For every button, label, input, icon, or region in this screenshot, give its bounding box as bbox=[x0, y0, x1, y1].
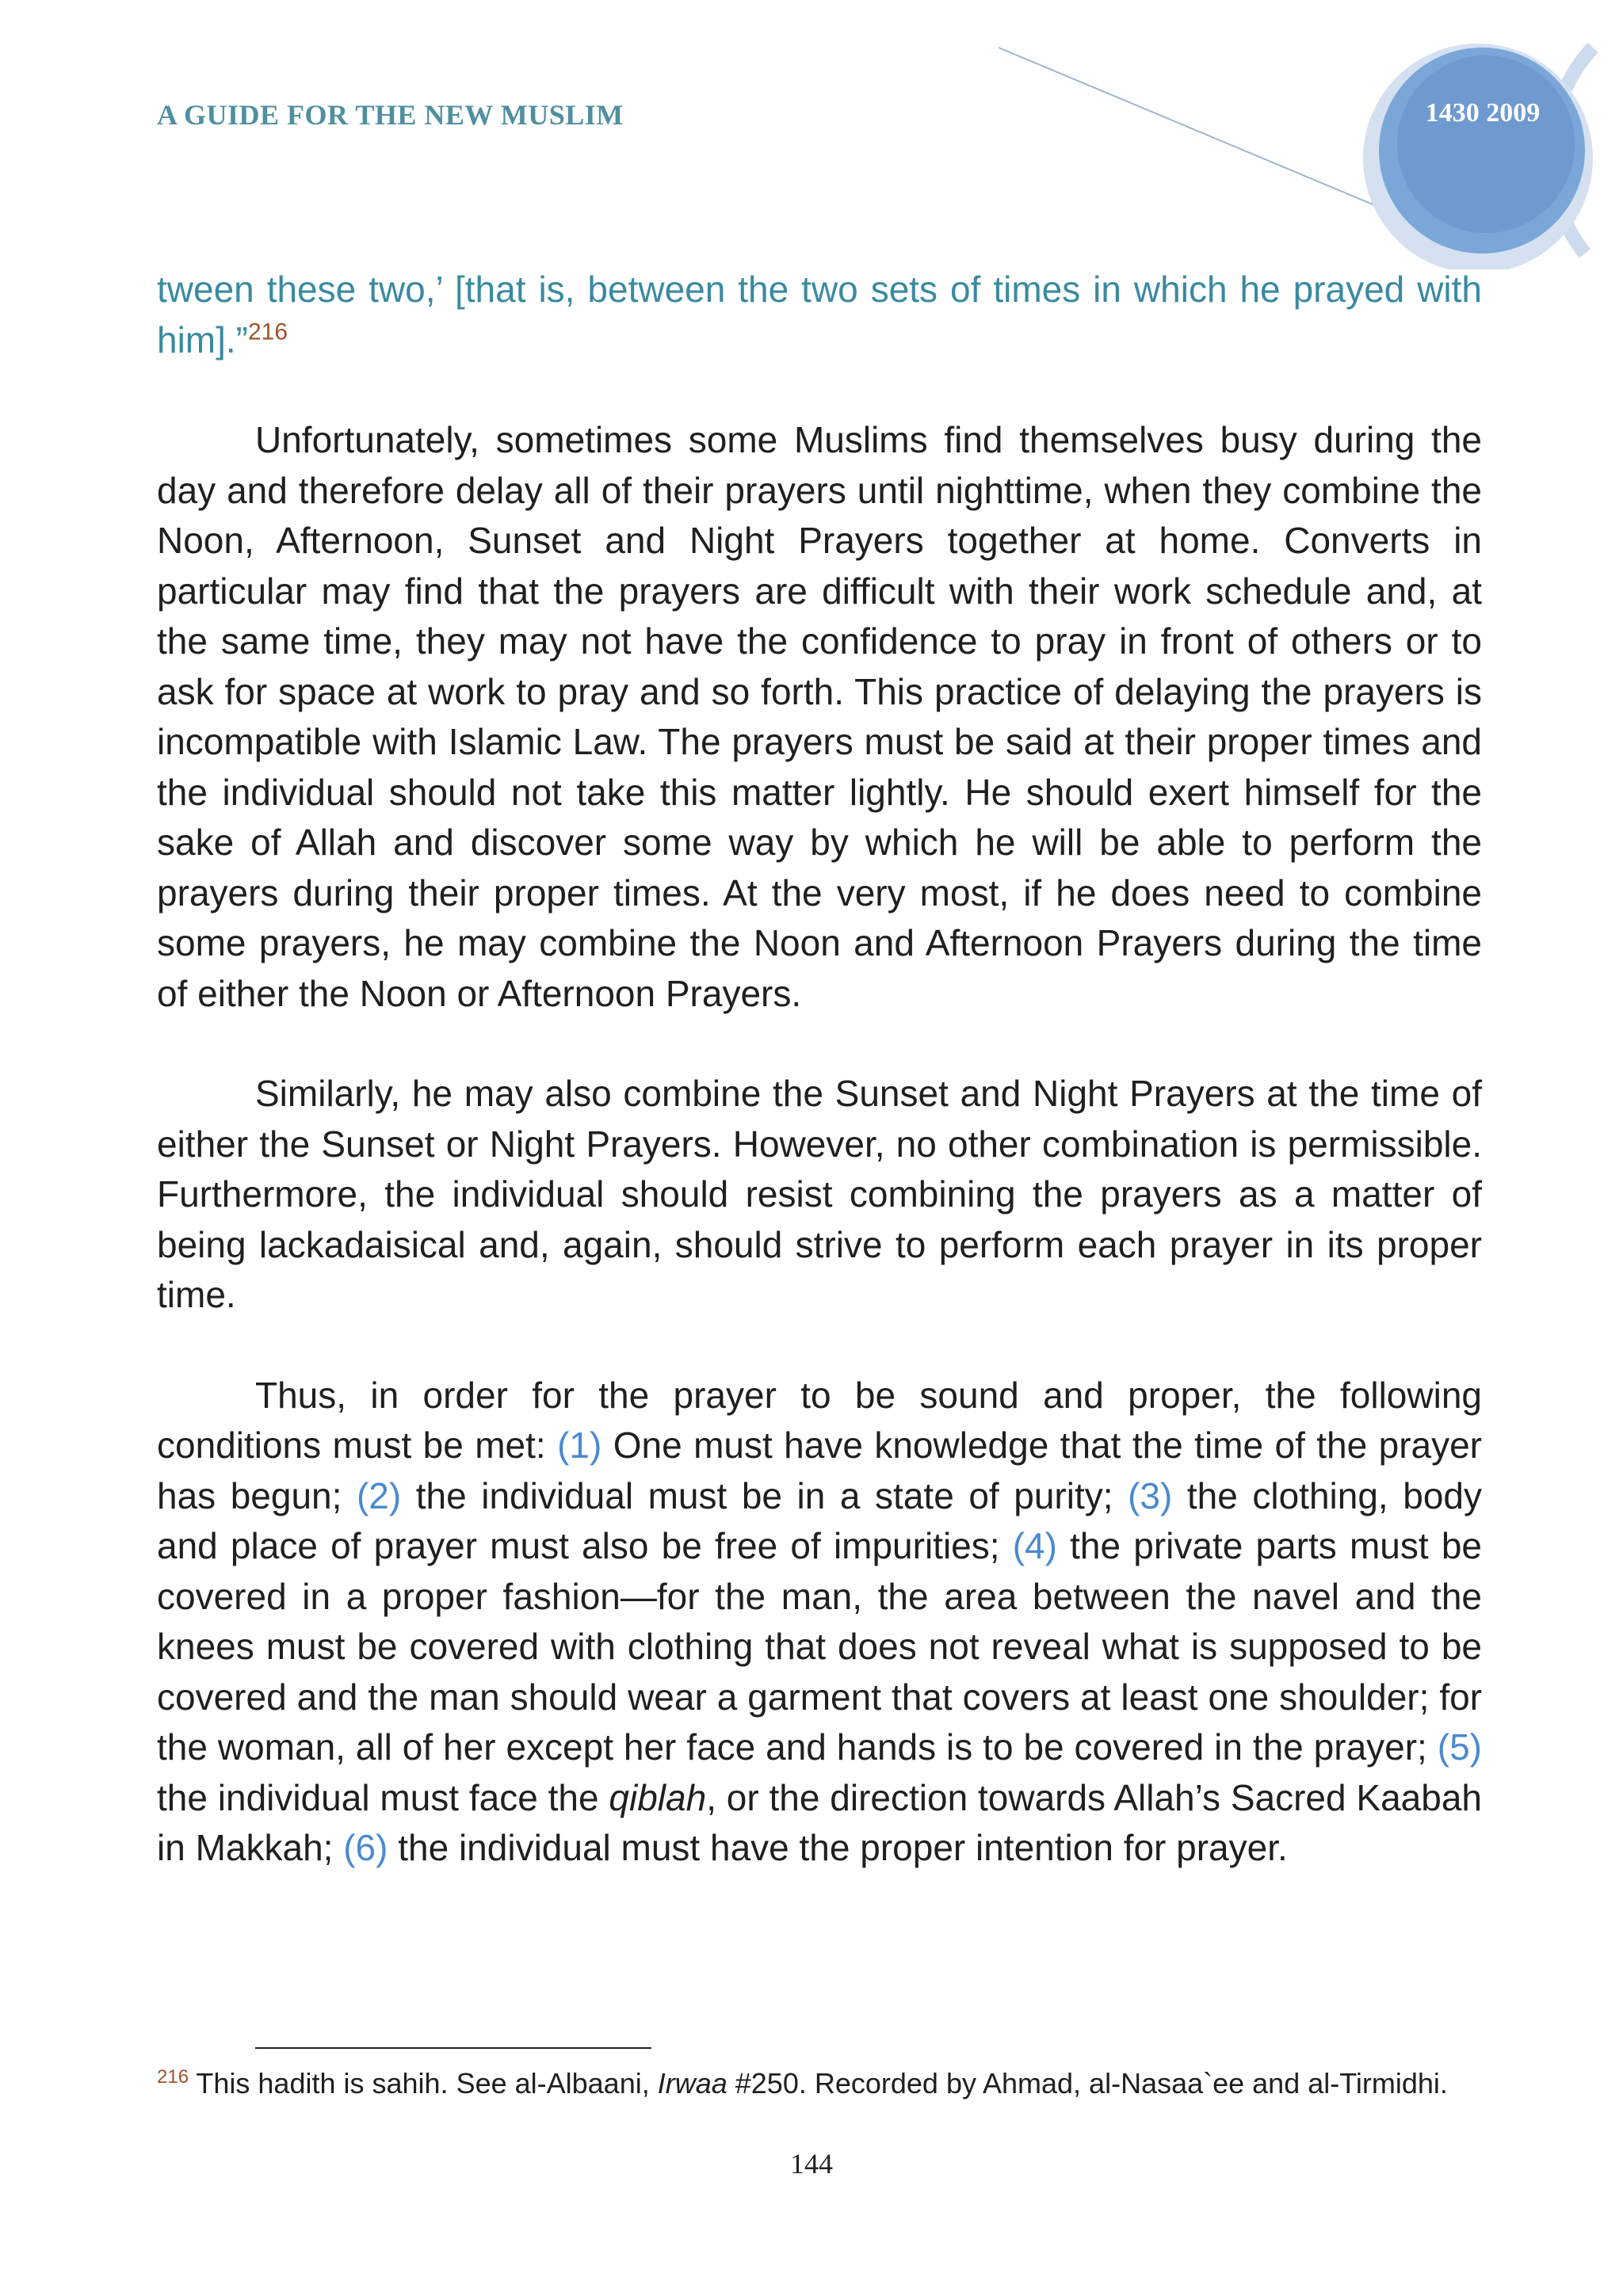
footnote-text-a: This hadith is sahih. See al-Albaani, bbox=[189, 2067, 658, 2100]
footnote-book-title: Irwaa bbox=[657, 2067, 727, 2100]
footnote-reference[interactable]: 216 bbox=[248, 318, 288, 345]
quote-continuation bbox=[157, 265, 1482, 365]
condition-number-1: (1) bbox=[557, 1425, 602, 1466]
running-header-title: A GUIDE FOR THE NEW MUSLIM bbox=[157, 99, 624, 131]
condition-number-4: (4) bbox=[1012, 1525, 1057, 1566]
condition-2: the individual must be in a state of purity; bbox=[401, 1474, 1128, 1516]
condition-6: the individual must have the proper intention for prayer. bbox=[388, 1827, 1288, 1868]
condition-number-2: (2) bbox=[356, 1474, 402, 1516]
condition-number-3: (3) bbox=[1128, 1474, 1173, 1516]
condition-1: One must have knowledge that the time of the prayer has begun; bbox=[157, 1425, 1482, 1516]
footnote-number: 216 bbox=[157, 2066, 189, 2088]
paragraph-3 bbox=[157, 1371, 1482, 1874]
quote-text: tween these two,’ [that is, between the two sets of times in which he prayed with him].” bbox=[157, 269, 1482, 360]
qiblah-term: qiblah bbox=[609, 1776, 707, 1818]
condition-3: the clothing, body and place of prayer must also be free of impurities; bbox=[157, 1474, 1482, 1566]
body-text bbox=[157, 265, 1482, 1874]
condition-number-6: (6) bbox=[343, 1827, 388, 1868]
condition-5-a: the individual must face the bbox=[157, 1776, 609, 1818]
header-decoration-circle-icon bbox=[983, 40, 1623, 269]
page-number: 144 bbox=[790, 2148, 833, 2180]
paragraph-1: Unfortunately, sometimes some Muslims find themselves busy during the day and therefore delay all of their prayers until nighttime, when they combine the Noon, Afternoon, Sunset and Night Prayers together at home. Converts in particular may find that the prayers are difficult with their work schedule and, at the same time, they may not have the confidence to pray in front of others or to ask for space at work to pray and so forth. This practice of delaying the prayers is incompatible with Islamic Law. The prayers must be said at their proper times and the individual should not take this matter lightly. He should exert himself for the sake of Allah and discover some way by which he will be able to perform the prayers during their proper times. At the very most, if he does need to combine some prayers, he may combine the Noon and Afternoon Prayers during the time of either the Noon or Afternoon Prayers. bbox=[157, 419, 1482, 1014]
conditions-intro: Thus, in order for the prayer to be sound and proper, the following conditions must be met: bbox=[157, 1374, 1482, 1466]
footnote-separator bbox=[255, 2047, 651, 2049]
footnote bbox=[157, 2063, 1482, 2104]
header-year-badge: 1430 2009 bbox=[1425, 98, 1541, 128]
paragraph-2: Similarly, he may also combine the Sunset and Night Prayers at the time of either the Sunset or Night Prayers. However, no other combination is permissible. Furthermore, the individual should resist combining the prayers as a matter of being lackadaisical and, again, should strive to perform each prayer in its proper time. bbox=[157, 1073, 1482, 1315]
condition-number-5: (5) bbox=[1437, 1726, 1482, 1768]
footnote-text-b: #250. Recorded by Ahmad, al-Nasaa`ee and al-Tirmidhi. bbox=[727, 2067, 1448, 2100]
condition-5-b: , or the direction towards Allah’s Sacred Kaabah in Makkah; bbox=[157, 1776, 1482, 1868]
condition-4: the private parts must be covered in a proper fashion—for the man, the area between the navel and the knees must be covered with clothing that does not reveal what is supposed to be covered and the man should wear a garment that covers at least one shoulder; for the woman, all of her except her face and hands is to be covered in the prayer; bbox=[157, 1525, 1482, 1768]
